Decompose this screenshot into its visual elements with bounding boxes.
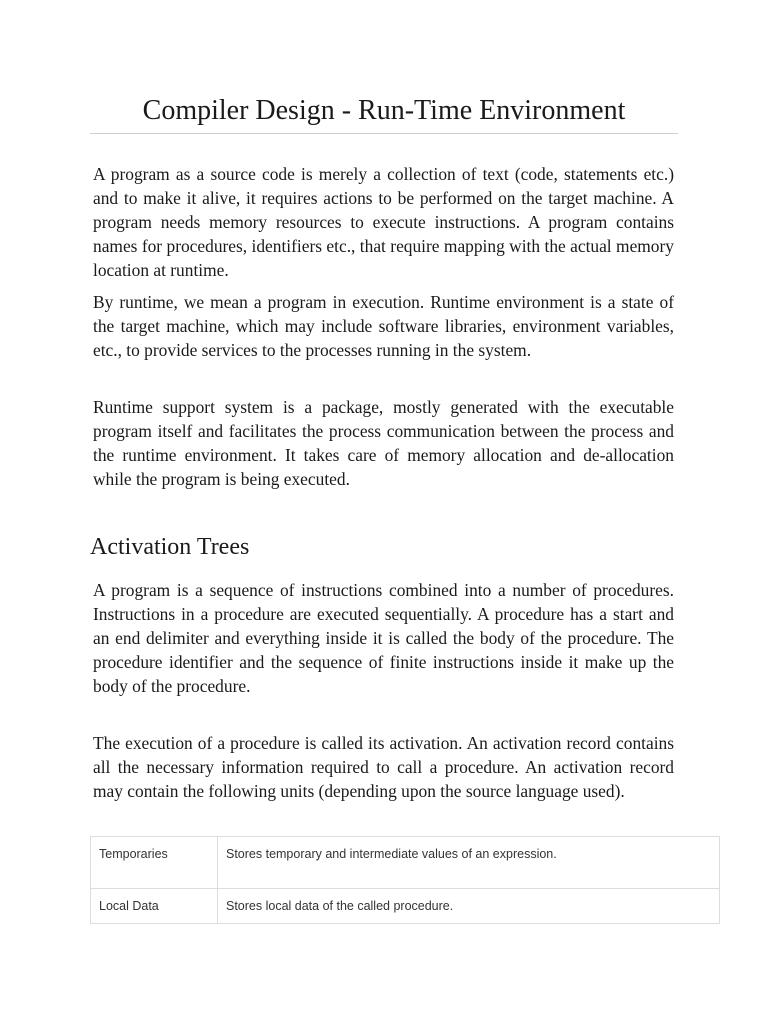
intro-paragraph-3: Runtime support system is a package, mostly generated with the executable program itself and facilitates the process communication between the process and the runtime environment. It takes care of memory allocation and de-allocation while the program is being executed. — [93, 397, 674, 489]
title-divider — [90, 133, 678, 134]
table-row — [91, 837, 720, 889]
table-cell-description: Stores temporary and intermediate values of an expression. — [218, 837, 720, 889]
section-heading: Activation Trees — [90, 534, 250, 560]
page-title: Compiler Design - Run-Time Environment — [142, 95, 626, 126]
table-row — [91, 889, 720, 924]
section-paragraph-1: A program is a sequence of instructions combined into a number of procedures. Instructions in a procedure are executed sequentially. A procedure has a start and an end delimiter and everything inside it is called the body of the procedure. The procedure identifier and the sequence of finite instructions inside it make up the body of the procedure. — [93, 580, 674, 696]
table-cell-unit: Temporaries — [91, 837, 218, 889]
section-paragraph-2: The execution of a procedure is called its activation. An activation record contains all the necessary information required to call a procedure. An activation record may contain the following units (depending upon the source language used). — [93, 733, 674, 801]
activation-record-units-table — [90, 836, 720, 924]
table-cell-unit: Local Data — [91, 889, 218, 924]
intro-paragraph-1: A program as a source code is merely a collection of text (code, statements etc.) and to make it alive, it requires actions to be performed on the target machine. A program needs memory resources to execute instructions. A program contains names for procedures, identifiers etc., that require mapping with the actual memory location at runtime. — [93, 164, 674, 280]
intro-paragraph-2: By runtime, we mean a program in execution. Runtime environment is a state of the target machine, which may include software libraries, environment variables, etc., to provide services to the processes running in the system. — [93, 292, 674, 360]
table-cell-description: Stores local data of the called procedure. — [218, 889, 720, 924]
